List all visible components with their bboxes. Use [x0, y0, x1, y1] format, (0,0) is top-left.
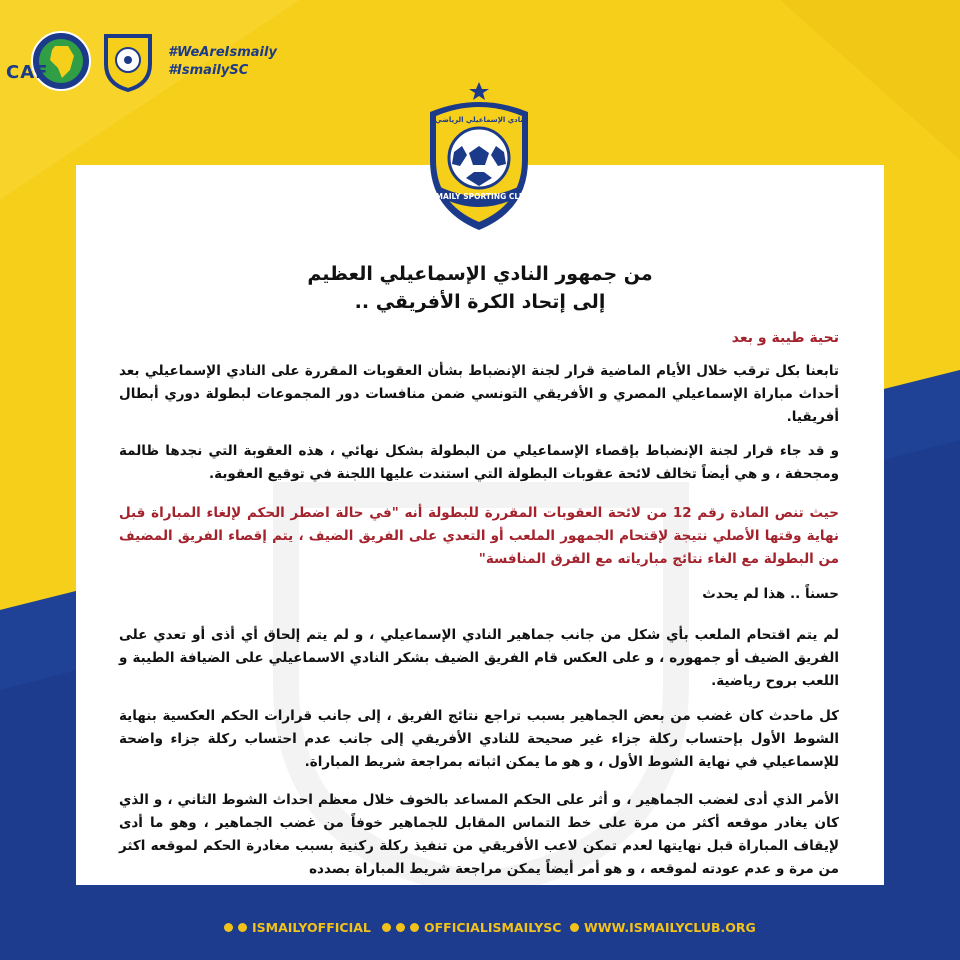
paragraph-7: الأمر الذي أدى لغضب الجماهير ، و أثر على الحكم المساعد بالخوف خلال معظم احداث الشوط الثاني ، و الذي كان يغادر موقعه أكثر من مرة على خط التماس المقابل للجماهير خوفاً من غضب الجماهير ، وهو ما أدى لإيقاف المباراة قبل نهايتها لعدم تمكن لاعب الأفريقي من تنفيذ ركلة ركنية بسبب مغادرة الحكم لموقعه اكثر من مرة و عدم عودته لموقعه ، و هو أمر أيضاً يمكن مراجعة شريط المباراة بصدده [119, 792, 839, 877]
youtube-icon [410, 923, 419, 932]
letter-greeting: تحية طيبة و بعد [731, 330, 839, 346]
club-mini-crest-icon [100, 30, 156, 92]
instagram-icon [396, 923, 405, 932]
footer-website-text: WWW.ISMAILYCLUB.ORG [584, 920, 756, 935]
footer-social-text: OFFICIALISMAILYSC [424, 920, 562, 935]
paragraph-3-quote: حيث تنص المادة رقم 12 من لائحة العقوبات المقررة للبطولة أنه "في حالة اضطر الحكم لإلغاء المباراة قبل نهاية وقتها الأصلي نتيجة لإقتحام الجمهور الملعب أو التعدي على الفريق الضيف ، يتم إقصاء الفريق المضيف من البطولة مع الغاء نتائج مبارياته مع الفرق المنافسة" [119, 505, 839, 567]
hashtag-weareismaily: #WeAreIsmaily [168, 45, 277, 60]
footer-snap-twitter-text: ISMAILYOFFICIAL [252, 920, 371, 935]
letter-title-line2: إلى إتحاد الكرة الأفريقي .. [354, 291, 606, 313]
crest-band-text: ISMAILY SPORTING CLUB [427, 192, 531, 201]
messenger-icon [382, 923, 391, 932]
hashtag-ismailysc: #IsmailySC [168, 63, 249, 78]
paragraph-6: كل ماحدث كان غضب من بعض الجماهير بسبب تراجع نتائج الفريق ، إلى جانب قرارات الحكم العكسية بنهاية الشوط الأول بإحتساب ركلة جزاء غير صحيحة للنادي الأفريقي إلى جانب عدم احتساب ركلة جزاء واضحة للإسماعيلي في نهاية الشوط الأول ، و هو ما يمكن اثباته بمراجعة شريط المباراة. [119, 708, 839, 770]
letter-body [76, 165, 884, 885]
caf-text: CAF [6, 62, 49, 83]
twitter-icon [238, 923, 247, 932]
letter-title-line1: من جمهور النادي الإسماعيلي العظيم [307, 263, 653, 285]
footer-snap-twitter[interactable] [224, 920, 371, 935]
globe-icon [570, 923, 579, 932]
footer-social[interactable] [382, 920, 561, 935]
footer [0, 912, 960, 944]
footer-website[interactable] [570, 920, 756, 935]
paragraph-4: حسناً .. هذا لم يحدث [702, 586, 839, 602]
header-logos [30, 30, 156, 92]
paragraph-1: تابعنا بكل ترقب خلال الأيام الماضية قرار لجنة الإنضباط بشأن العقوبات المقررة على النادي الإسماعيلي بعد أحداث مباراة الإسماعيلي المصري و الأفريقي التونسي ضمن منافسات دور المجموعات لبطولة دوري أبطال أفريقيا. [119, 363, 839, 425]
paragraph-5: لم يتم اقتحام الملعب بأي شكل من جانب جماهير النادي الإسماعيلي ، و لم يتم إلحاق أي أذى أو تعدي على الفريق الضيف أو جمهوره ، و على العكس قام الفريق الضيف بشكر النادي الاسماعيلي على الضيافة الطيبة و اللعب بروح رياضية. [119, 627, 839, 689]
crest-top-text: نادي الإسماعيلي الرياضي [434, 116, 524, 124]
paragraph-2: و قد جاء قرار لجنة الإنضباط بإقصاء الإسماعيلي من البطولة بشكل نهائي ، هذه العقوبة التي نجدها ظالمة ومجحفة ، و هي أيضاً تخالف لائحة عقوبات البطولة التي استندت عليها اللجنة في توقيع العقوبة. [119, 443, 839, 482]
snapchat-icon [224, 923, 233, 932]
hashtags [168, 44, 277, 80]
